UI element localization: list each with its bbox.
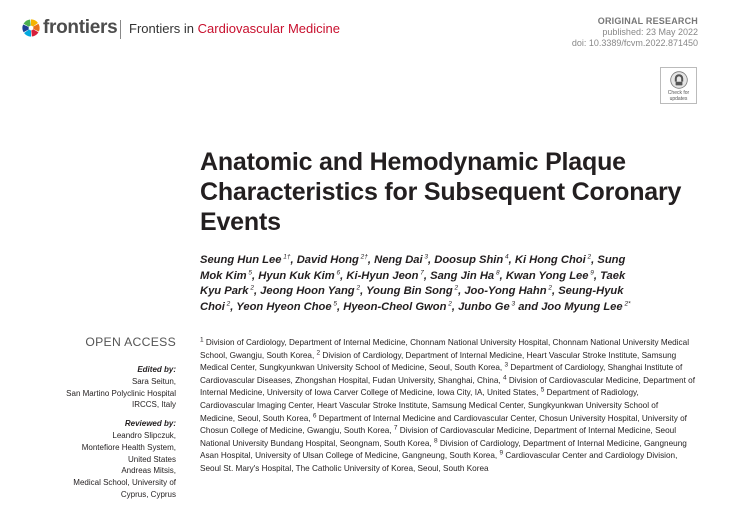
editor-line: IRCCS, Italy	[131, 400, 176, 410]
author-affiliation-mark: 5	[246, 268, 253, 276]
author-name[interactable]: David Hong $^{2\dagger}$	[296, 253, 368, 266]
affiliation-item: $^1$ Division of Cardiology, Department of Internal Medicine, Chonnam National University Hospital, Chonnam National University Medical School, Gwangju, South Korea,	[200, 336, 690, 360]
affiliation-number: 8	[433, 437, 438, 445]
author-name[interactable]: Neng Dai $^3$	[374, 253, 429, 266]
author-affiliation-mark: 6	[334, 268, 341, 276]
author-affiliation-mark: 2†	[358, 253, 368, 261]
frontiers-logo[interactable]	[22, 17, 117, 39]
editor-info	[16, 376, 176, 411]
affiliation-item: $^6$ Department of Internal Medicine and Cardiovascular Center, Chosun University Hospital, University of Chosun College of Medicine, Gwangju, South Korea,	[200, 411, 687, 436]
affiliation-number: 3	[504, 361, 509, 369]
journal-prefix: Frontiers in	[129, 21, 195, 36]
author-affiliation-mark: 9	[588, 268, 594, 276]
author-affiliation-mark: 5	[331, 299, 338, 307]
article-type: ORIGINAL RESEARCH	[597, 16, 698, 26]
author-name[interactable]: Jeong Hoon Yang $^2$	[260, 284, 361, 297]
author-name[interactable]: Joo-Yong Hahn $^2$	[464, 284, 552, 297]
reviewer-line: Medical School, University of	[73, 478, 176, 488]
author-affiliation-mark: 2*	[622, 299, 631, 307]
author-name[interactable]: Sang Jin Ha $^8$	[430, 268, 500, 282]
reviewer-line: Cyprus, Cyprus	[120, 489, 176, 499]
author-name[interactable]: Ki Hong Choi $^2$	[514, 253, 592, 266]
author-affiliation-mark: 8	[494, 268, 500, 276]
affiliation-item: $^7$ Division of Cardiovascular Medicine, Department of Internal Medicine, Seoul National University Bundang Hospital, Seongnam, South Korea,	[200, 424, 677, 448]
author-affiliation-mark: 3	[422, 253, 429, 261]
check-updates-label	[668, 90, 689, 102]
reviewed-by-label: Reviewed by:	[124, 419, 176, 429]
affiliation-number: 4	[502, 374, 507, 382]
author-name[interactable]: Doosup Shin $^4$	[434, 253, 509, 266]
frontiers-mark-icon	[22, 19, 40, 37]
author-affiliation-mark: 4	[503, 253, 509, 261]
journal-title: Cardiovascular Medicine	[197, 21, 340, 36]
affiliation-item: $^9$ Cardiovascular Center and Cardiology Division, Seoul St. Mary's Hospital, The Catholic University of Korea, Seoul, South Korea	[200, 449, 678, 473]
author-name[interactable]: Hyun Kuk Kim $^6$	[258, 268, 341, 282]
author-name[interactable]: Kwan Yong Lee $^9$	[505, 268, 594, 282]
author-name[interactable]: Sung Mok Kim $^5$	[200, 254, 626, 282]
sidebar-gap	[16, 411, 176, 418]
author-name[interactable]: Junbo Ge $^3$	[458, 299, 516, 313]
author-affiliation-mark: 2	[354, 284, 361, 292]
affiliation-item: $^3$ Department of Cardiology, Shanghai Institute of Cardiovascular Diseases, Zhongshan Hospital, Fudan University, Shanghai, China,	[200, 361, 683, 385]
affiliation-item: $^2$ Division of Cardiology, Department of Internal Medicine, Heart Vascular Stroke Institute, Samsung Medical Center, Sungkyunkwan University School of Medicine, Seoul, South Korea,	[200, 348, 677, 373]
affiliation-item: $^4$ Division of Cardiovascular Medicine, Department of Internal Medicine, University of Iowa Carver College of Medicine, Iowa City, IA, United States,	[200, 374, 695, 398]
author-name[interactable]: Young Bin Song $^2$	[366, 284, 459, 297]
author-affiliation-mark: 2	[224, 299, 231, 307]
article-meta	[572, 16, 698, 49]
header-divider	[120, 20, 121, 39]
affiliation-number: 7	[393, 424, 398, 432]
author-affiliation-mark: 2	[248, 284, 254, 292]
author-name[interactable]: Seung Hun Lee $^{1\dagger}$	[200, 253, 291, 266]
reviewer-line: Andreas Mitsis,	[121, 466, 176, 476]
check-for-updates-button[interactable]	[660, 67, 697, 104]
author-affiliation-mark: 2	[452, 284, 459, 292]
editorial-sidebar	[16, 364, 176, 501]
author-list: Seung Hun Lee $^{1\dagger}$, David Hong $^{2\dagger}$, Neng Dai $^3$, Doosup Shin $^4$, Ki Hong Choi $^2$, Sung Mok Kim $^5$, Hyun Kuk Kim $^6$, Ki-Hyun Jeon $^7$, Sang Jin Ha $^8$, Kwan Yong Lee $^9$, Taek Kyu Park $^2$, Jeong Hoon Yang $^2$, Young Bin Song $^2$, Joo-Yong Hahn $^2$, Seung-Hyuk Choi $^2$, Yeon Hyeon Choe $^5$, Hyeon-Cheol Gwon $^2$, Junbo Ge $^3$ and Joo Myung Lee $^{2*}$	[200, 253, 631, 313]
author-affiliation-mark: 3	[509, 299, 516, 307]
affiliation-number: 2	[316, 348, 321, 356]
author-affiliation-mark: 2	[585, 253, 592, 261]
author-name[interactable]: Ki-Hyun Jeon $^7$	[346, 268, 424, 282]
check-updates-icon	[670, 71, 688, 89]
author-name[interactable]: Yeon Hyeon Choe $^5$	[236, 299, 338, 313]
edited-by-label: Edited by:	[137, 365, 176, 374]
author-affiliation-mark: 1†	[281, 253, 291, 261]
affiliation-item: $^8$ Division of Cardiology, Department of Internal Medicine, Gangneung Asan Hospital, University of Ulsan College of Medicine, Gangneung, South Korea,	[200, 437, 687, 461]
reviewer-line: Leandro Slipczuk,	[112, 430, 176, 440]
published-date: published: 23 May 2022	[602, 27, 698, 37]
affiliation-number: 1	[200, 336, 204, 344]
affiliation-number: 6	[312, 411, 317, 419]
open-access-label: OPEN ACCESS	[85, 335, 176, 349]
affiliation-item: $^5$ Department of Radiology, Cardiovascular Imaging Center, Heart Vascular Stroke Institute, Samsung Medical Center, Sungkyunkwan University School of Medicine, Seoul, South Korea,	[200, 386, 659, 423]
check-updates-line1: Check for	[667, 90, 690, 96]
check-updates-line2: updates	[669, 96, 688, 102]
reviewer-line: Montefiore Health System,	[81, 442, 176, 452]
reviewer-line: United States	[127, 454, 176, 464]
author-affiliation-mark: 2	[546, 284, 552, 292]
brand-name: frontiers	[43, 17, 118, 38]
journal-name[interactable]	[129, 21, 340, 36]
author-conjunction: and	[518, 300, 542, 313]
author-name[interactable]: Seung-Hyuk Choi $^2$	[200, 285, 624, 313]
author-affiliation-mark: 2	[446, 299, 452, 307]
doi[interactable]: doi: 10.3389/fcvm.2022.871450	[571, 38, 698, 48]
author-name[interactable]: Taek Kyu Park $^2$	[200, 269, 626, 297]
affiliation-number: 5	[540, 386, 545, 394]
article-title: Anatomic and Hemodynamic Plaque Characteristics for Subsequent Coronary Events	[200, 148, 682, 236]
editor-line: Sara Seitun,	[131, 376, 176, 386]
author-affiliation-mark: 7	[418, 268, 424, 276]
affiliations	[200, 337, 695, 476]
reviewer-info	[16, 430, 176, 501]
editor-line: San Martino Polyclinic Hospital	[66, 388, 176, 398]
author-name[interactable]: Hyeon-Cheol Gwon $^2$	[343, 299, 452, 313]
author-name[interactable]: Joo Myung Lee $^{2*}$	[541, 299, 631, 313]
affiliation-number: 9	[499, 449, 504, 457]
